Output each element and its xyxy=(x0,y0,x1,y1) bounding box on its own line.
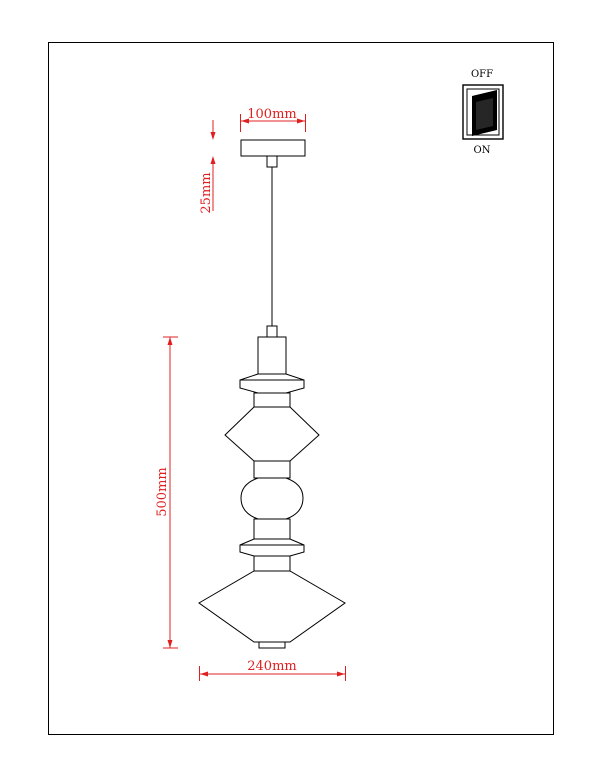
switch-off-label: OFF xyxy=(470,69,494,80)
ceiling-canopy xyxy=(241,140,305,167)
lamp-body xyxy=(199,326,345,648)
switch-on-label: ON xyxy=(473,145,491,156)
label-canopy-height: 25mm xyxy=(199,172,214,214)
rocker-switch-icon xyxy=(463,69,503,156)
label-body-width: 240mm xyxy=(247,659,297,674)
label-canopy-width: 100mm xyxy=(247,107,297,122)
label-body-height: 500mm xyxy=(155,467,170,517)
